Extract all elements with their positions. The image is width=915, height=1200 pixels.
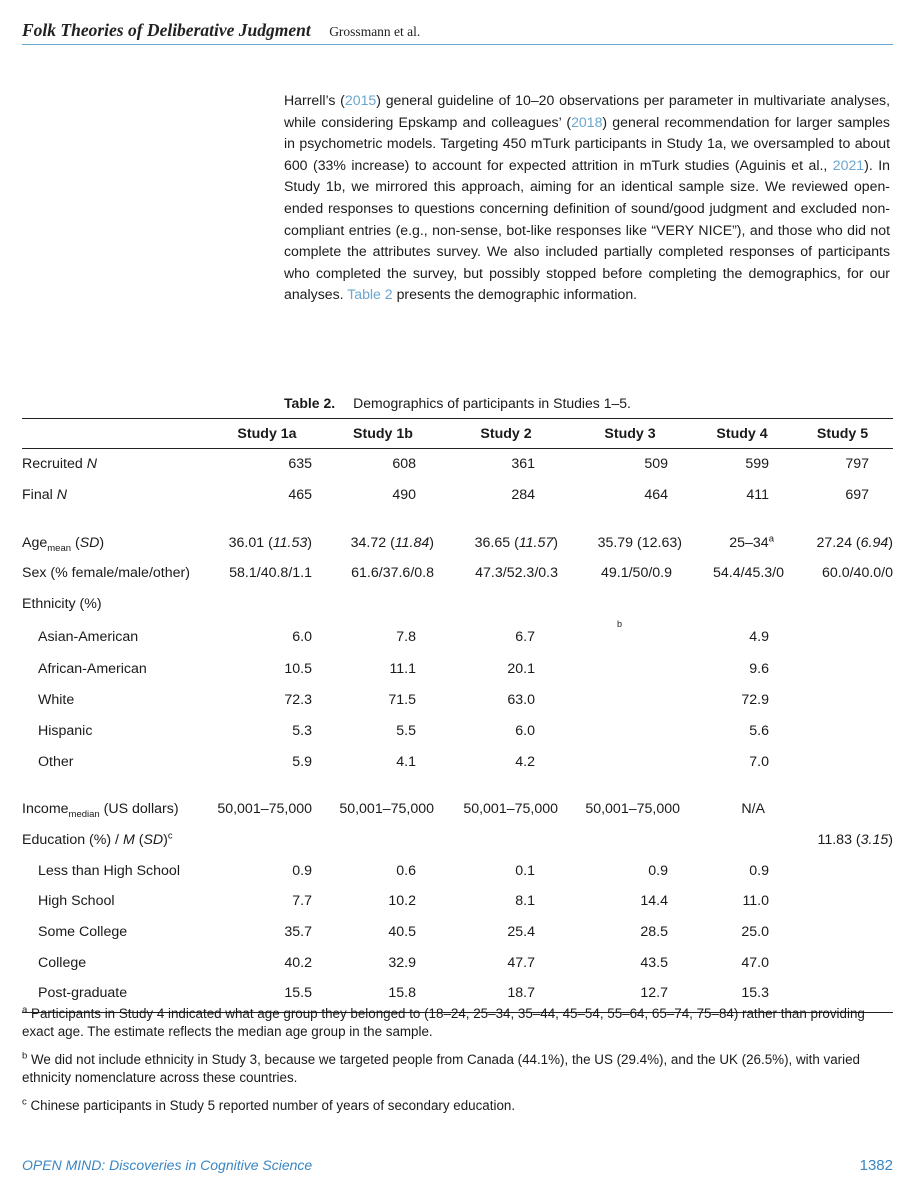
table-cell: 40.5 (388, 923, 416, 940)
table-cell: 11.83 (3.15) (817, 831, 893, 848)
table-cell: 25–34$^a$ (729, 532, 774, 551)
table-cell: 25.4 (507, 923, 535, 940)
row-label: Age$_{mean}$ (SD) (22, 534, 105, 554)
table-cell: 40.2 (284, 954, 312, 971)
table-row (22, 947, 893, 978)
table-row (22, 449, 893, 480)
table-cell: 50,001–75,000 (463, 801, 558, 818)
table-cell (568, 716, 692, 747)
header-cell: Study 2 (480, 425, 532, 442)
table-footnotes (22, 1005, 893, 1125)
table-cell: 635 (288, 456, 312, 473)
table-cell: 411 (746, 487, 769, 504)
table-cell: 35.7 (284, 923, 312, 940)
table-cell: 6.7 (515, 628, 535, 645)
header-cell: Study 4 (716, 425, 768, 442)
table-cell: 0.6 (396, 862, 416, 879)
row-label: High School (38, 893, 115, 910)
row-label: Final N (22, 487, 67, 504)
footnote: $^c$ Chinese participants in Study 5 reported number of years of secondary education. (22, 1096, 516, 1113)
row-label: College (38, 954, 87, 971)
table-cell: 7.7 (292, 893, 312, 910)
page-number: 1382 (859, 1157, 893, 1174)
spacer-row (22, 777, 893, 794)
row-label: Sex (% female/male/other) (22, 565, 190, 582)
table-caption-label: Table 2. (284, 395, 336, 411)
table-cell: 25.0 (741, 923, 769, 940)
table-cell: 509 (644, 456, 668, 473)
table-cell: 284 (511, 487, 535, 504)
table-cell: 15.3 (741, 985, 769, 1002)
table-cell: 0.9 (292, 862, 312, 879)
table-cell: 47.7 (507, 954, 535, 971)
table-cell (792, 855, 893, 886)
journal-title: Folk Theories of Deliberative Judgment (22, 20, 311, 40)
running-footer (22, 1157, 893, 1173)
body-text: ) general recommendation for larger samples in psychometric models. Targeting 450 mTurk participants in Study 1a, we oversampled to about 600 (33% increase) to account for expected attrition in mTurk studies (Aguinis et al., (284, 113, 890, 173)
table-cell: 10.5 (284, 661, 312, 678)
row-label: Other (38, 753, 74, 770)
table-cell (568, 619, 692, 654)
header-cell: Study 3 (604, 425, 656, 442)
table-row (22, 716, 893, 747)
table-cell (792, 947, 893, 978)
table-cell: 4.2 (515, 753, 535, 770)
spacer-row (22, 510, 893, 527)
header-cell (22, 419, 212, 448)
table-cell: 5.3 (292, 722, 312, 739)
table-caption (0, 395, 915, 411)
table-row (22, 619, 893, 654)
table-cell: 50,001–75,000 (217, 801, 312, 818)
table-cell: 36.01 (11.53) (228, 534, 312, 551)
row-label: Hispanic (38, 722, 93, 739)
table-cell: 18.7 (507, 985, 535, 1002)
row-label: Ethnicity (%) (22, 596, 102, 613)
table-cell: 60.0/40.0/0 (822, 565, 893, 582)
table-cell: 50,001–75,000 (585, 801, 680, 818)
table-cell: 15.8 (388, 985, 416, 1002)
table-cell: 5.9 (292, 753, 312, 770)
table-cell: N/A (741, 801, 765, 818)
footnote: $^b$ We did not include ethnicity in Study 3, because we targeted people from Canada (44.1%), the US (29.4%), and the UK (26.5%), with varied ethnicity nomenclature across these countries. (22, 1050, 860, 1085)
table-cell (792, 746, 893, 777)
table-cell (792, 886, 893, 917)
table-cell: 4.9 (749, 628, 769, 645)
table-cell (568, 685, 692, 716)
table-cell: 7.0 (749, 753, 769, 770)
table-cell: 28.5 (640, 923, 668, 940)
table-row (22, 558, 893, 589)
table-cell: 599 (745, 456, 769, 473)
table-cell: 11.1 (389, 661, 416, 678)
table-cell (792, 654, 893, 685)
table-cell: 8.1 (515, 893, 535, 910)
table-cell: 0.9 (749, 862, 769, 879)
table-cell: 6.0 (292, 628, 312, 645)
table-cell (792, 619, 893, 654)
demographics-table (22, 418, 893, 1013)
table-row (22, 685, 893, 716)
table-cell: 43.5 (640, 954, 668, 971)
journal-name: OPEN MIND: Discoveries in Cognitive Science (22, 1157, 313, 1173)
table-row (22, 825, 893, 856)
table-cell: 50,001–75,000 (339, 801, 434, 818)
footnote-marker: b (617, 619, 623, 630)
table-cell (792, 685, 893, 716)
table-cell: 54.4/45.3/0 (713, 565, 784, 582)
header-cell: Study 1b (353, 425, 413, 442)
header-cell: Study 5 (816, 425, 869, 442)
table-row (22, 589, 893, 620)
table-cell: 49.1/50/0.9 (601, 565, 672, 582)
body-text: presents the demographic information. (392, 286, 638, 303)
footnote: $^a$ Participants in Study 4 indicated what age group they belonged to (18–24, 25–34, 35–44, 45–54, 55–64, 65–74, 75–84) rather than providing exact age. The estimate reflects the median age group in the sample. (22, 1004, 865, 1039)
table-cell (792, 917, 893, 948)
table-cell: 4.1 (396, 753, 416, 770)
table-cell: 797 (845, 456, 869, 473)
table-cell: 63.0 (507, 692, 535, 709)
table-row (22, 886, 893, 917)
table-cell: 5.5 (396, 722, 416, 739)
table-cell: 12.7 (640, 985, 668, 1002)
table-cell: 34.72 (11.84) (350, 534, 434, 551)
table-cell: 35.79 (12.63) (597, 534, 682, 551)
table-cell: 72.3 (284, 692, 312, 709)
table-cell (568, 654, 692, 685)
table-row (22, 855, 893, 886)
table-cell: 0.9 (648, 862, 668, 879)
row-label: Asian-American (38, 628, 139, 645)
table-row (22, 480, 893, 511)
table-cell: 32.9 (388, 954, 416, 971)
table-row (22, 917, 893, 948)
table-cell: 7.8 (396, 628, 416, 645)
table-row (22, 746, 893, 777)
table-cell: 608 (392, 456, 416, 473)
table-cell: 464 (644, 487, 668, 504)
table-cell: 61.6/37.6/0.8 (351, 565, 434, 582)
table-cell: 47.0 (741, 954, 769, 971)
header-rule (22, 44, 893, 45)
table-cell: 465 (288, 487, 312, 504)
table-cell: 9.6 (749, 661, 769, 678)
table-cell (792, 794, 893, 825)
row-label: African-American (38, 661, 147, 678)
running-header (22, 20, 893, 42)
table-cell: 6.0 (515, 722, 535, 739)
table-cell: 15.5 (284, 985, 312, 1002)
table-cell: 361 (511, 456, 535, 473)
authors: Grossmann et al. (329, 24, 421, 39)
table-cell (568, 746, 692, 777)
row-label: Income$_{median}$ (US dollars) (22, 801, 179, 821)
table-cell: 58.1/40.8/1.1 (229, 565, 312, 582)
row-label: Education (%) / M (SD)$^c$ (22, 830, 173, 848)
row-label: Recruited N (22, 456, 97, 473)
table-cell: 490 (392, 487, 416, 504)
table-cell: 697 (845, 487, 869, 504)
table-cell: 14.4 (640, 893, 668, 910)
table-cell: 11.0 (742, 893, 769, 910)
table-cell: 47.3/52.3/0.3 (475, 565, 558, 582)
citation-link[interactable]: 2021 (832, 156, 865, 173)
table-cell: 20.1 (507, 661, 535, 678)
table-cell (792, 716, 893, 747)
row-label: Less than High School (38, 862, 180, 879)
row-label: Post-graduate (38, 985, 128, 1002)
table-header-row (22, 419, 893, 448)
header-cell: Study 1a (237, 425, 297, 442)
body-text: ). In Study 1b, we mirrored this approach, aiming for an identical sample size. We reviewed open-ended responses to questions concerning definition of sound/good judgment and excluded non-compliant entries (e.g., non-sense, bot-like responses like “VERY NICE”), and those who did not complete the attributes survey. We also included partially completed responses of participants who completed the survey, but possibly stopped before completing the demographics, for our analyses. (284, 156, 890, 303)
table-row (22, 654, 893, 685)
body-text: Harrell’s ( (284, 92, 345, 108)
table-cell: 5.6 (749, 722, 769, 739)
table-cell: 27.24 (6.94) (816, 534, 893, 551)
body-paragraph (284, 90, 890, 306)
row-label: White (38, 692, 75, 709)
table-row (22, 527, 893, 558)
table-cell: 0.1 (515, 862, 535, 879)
table-cell: 36.65 (11.57) (474, 534, 558, 551)
table-caption-text: Demographics of participants in Studies 1–5. (353, 395, 631, 411)
table-cell: 72.9 (741, 692, 769, 709)
body-text: ) general guideline of 10–20 observations per parameter in multivariate analyses, while considering Epskamp and colleagues’ ( (284, 92, 890, 130)
citation-link[interactable]: 2018 (571, 113, 603, 130)
row-label: Some College (38, 923, 128, 940)
table-cell: 71.5 (388, 692, 416, 709)
table-cell: 10.2 (388, 893, 416, 910)
table-row (22, 794, 893, 825)
citation-link[interactable]: 2015 (344, 92, 377, 108)
table-reference-link[interactable]: Table 2 (347, 286, 393, 303)
